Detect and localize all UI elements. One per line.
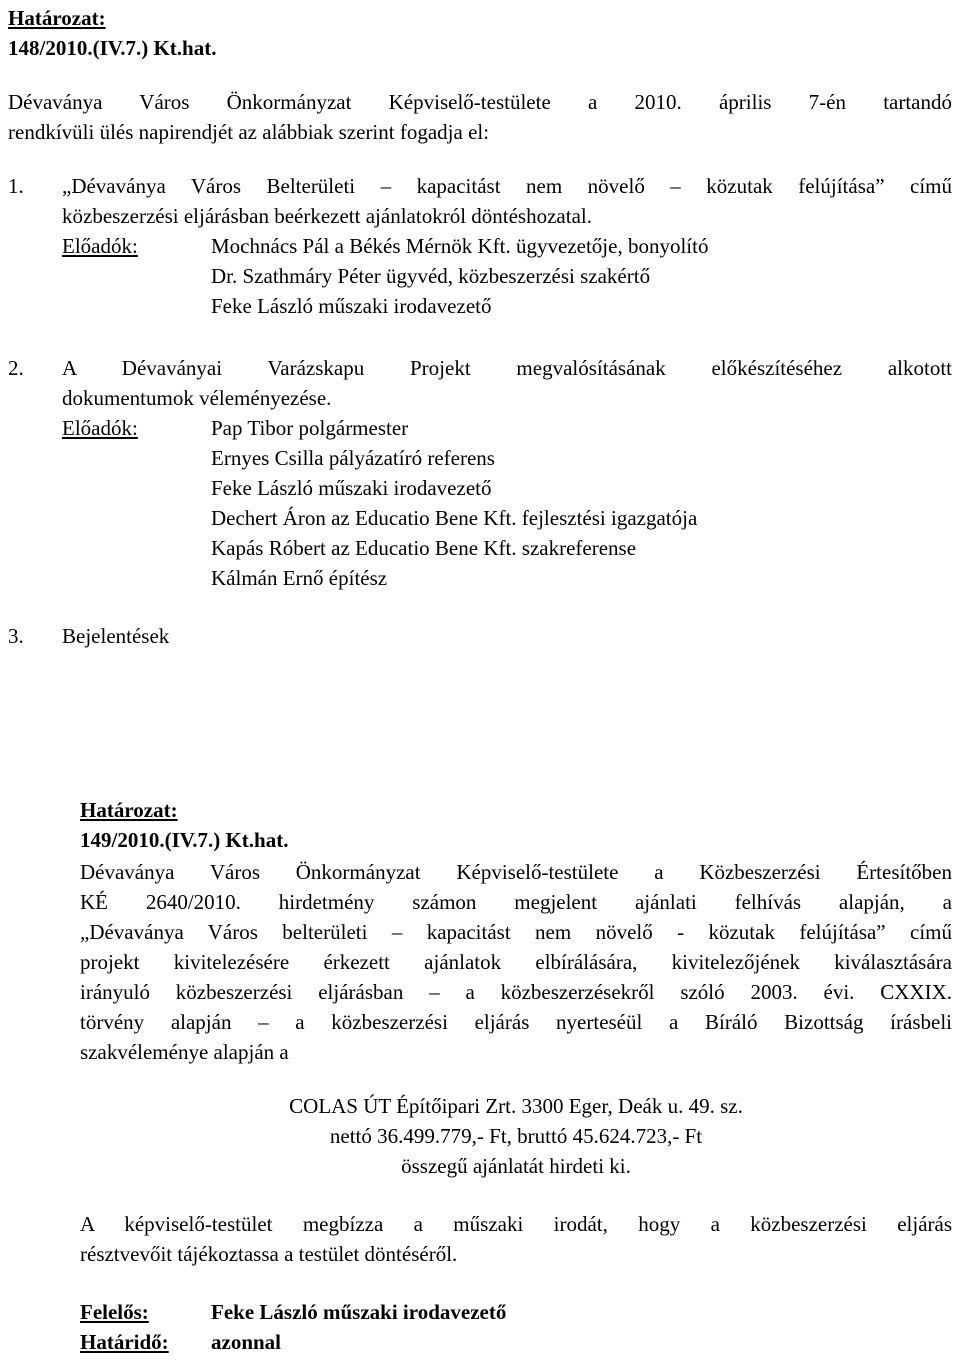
body-line: törvény alapján – a közbeszerzési eljárás nyerteséül a Bíráló Bizottság írásbeli bbox=[80, 1010, 952, 1034]
presenters-label: Előadók: bbox=[62, 416, 138, 440]
body-line: projekt kivitelezésére érkezett ajánlatok elbírálására, kivitelezőjének kiválasztására bbox=[80, 950, 952, 974]
deadline-label: Határidő: bbox=[80, 1330, 169, 1354]
winner-line: összegű ajánlatát hirdeti ki. bbox=[401, 1154, 631, 1178]
agenda-item-title: dokumentumok véleményezése. bbox=[62, 386, 332, 410]
body-line: Dévaványa Város Önkormányzat Képviselő-testülete a Közbeszerzési Értesítőben bbox=[80, 860, 952, 884]
winner-line: COLAS ÚT Építőipari Zrt. 3300 Eger, Deák u. 49. sz. bbox=[289, 1094, 743, 1118]
resolution-heading: Határozat: bbox=[80, 798, 178, 822]
presenter: Ernyes Csilla pályázatíró referens bbox=[211, 446, 495, 470]
agenda-item-title: közbeszerzési eljárásban beérkezett ajánlatokról döntéshozatal. bbox=[62, 204, 592, 228]
resolution-number: 149/2010.(IV.7.) Kt.hat. bbox=[80, 828, 289, 852]
winner-line: nettó 36.499.779,- Ft, bruttó 45.624.723,- Ft bbox=[329, 1124, 703, 1148]
agenda-item-title: A Dévaványai Varázskapu Projekt megvalósításának előkészítéséhez alkotott bbox=[62, 356, 952, 380]
presenter: Feke László műszaki irodavezető bbox=[211, 476, 492, 500]
presenters-label: Előadók: bbox=[62, 234, 138, 258]
intro-line: Dévaványa Város Önkormányzat Képviselő-testülete a 2010. április 7-én tartandó bbox=[8, 90, 952, 114]
responsible-label: Felelős: bbox=[80, 1300, 149, 1324]
agenda-item-title: Bejelentések bbox=[62, 624, 170, 648]
agenda-item-number: 1. bbox=[8, 174, 24, 198]
presenter: Dr. Szathmáry Péter ügyvéd, közbeszerzési szakértő bbox=[211, 264, 651, 288]
agenda-item-number: 3. bbox=[8, 624, 24, 648]
presenter: Feke László műszaki irodavezető bbox=[211, 294, 492, 318]
deadline-value: azonnal bbox=[211, 1330, 282, 1354]
presenter: Pap Tibor polgármester bbox=[211, 416, 409, 440]
resolution-heading: Határozat: bbox=[8, 6, 106, 30]
presenter: Mochnács Pál a Békés Mérnök Kft. ügyvezetője, bonyolító bbox=[211, 234, 709, 258]
mandate-line: A képviselő-testület megbízza a műszaki irodát, hogy a közbeszerzési eljárás bbox=[80, 1212, 952, 1236]
responsible-value: Feke László műszaki irodavezető bbox=[211, 1300, 507, 1324]
body-line: „Dévaványa Város belterületi – kapacitást nem növelő - közutak felújítása” című bbox=[80, 920, 952, 944]
body-line: KÉ 2640/2010. hirdetmény számon megjelent ajánlati felhívás alapján, a bbox=[80, 890, 952, 914]
agenda-item-number: 2. bbox=[8, 356, 24, 380]
body-line: szakvéleménye alapján a bbox=[80, 1040, 289, 1064]
body-line: irányuló közbeszerzési eljárásban – a közbeszerzésekről szóló 2003. évi. CXXIX. bbox=[80, 980, 952, 1004]
presenter: Kapás Róbert az Educatio Bene Kft. szakreferense bbox=[211, 536, 637, 560]
presenter: Kálmán Ernő építész bbox=[211, 566, 388, 590]
mandate-line: résztvevőit tájékoztassa a testület döntéséről. bbox=[80, 1242, 458, 1266]
resolution-number: 148/2010.(IV.7.) Kt.hat. bbox=[8, 36, 217, 60]
agenda-item-title: „Dévaványa Város Belterületi – kapacitást nem növelő – közutak felújítása” című bbox=[62, 174, 952, 198]
intro-line: rendkívüli ülés napirendjét az alábbiak szerint fogadja el: bbox=[8, 120, 490, 144]
presenter: Dechert Áron az Educatio Bene Kft. fejlesztési igazgatója bbox=[211, 506, 698, 530]
